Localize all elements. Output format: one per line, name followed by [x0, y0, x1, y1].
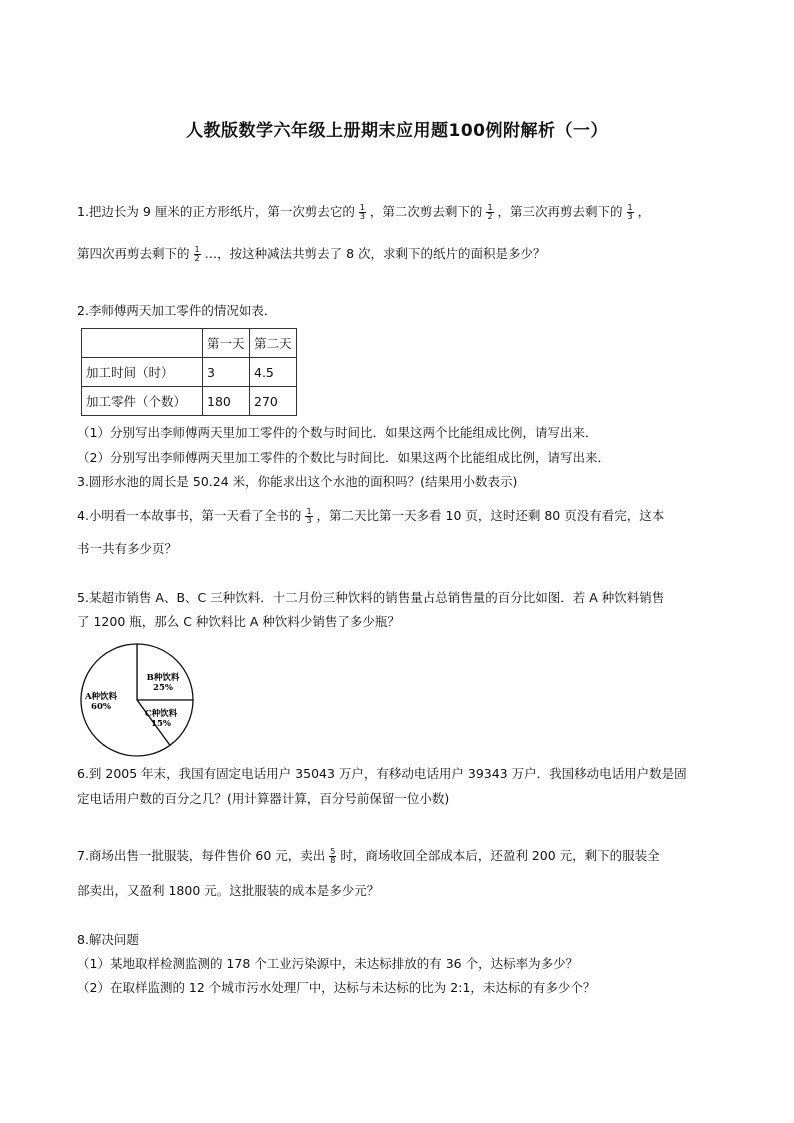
page-title: 人教版数学六年级上册期末应用题100例附解析（一）: [186, 121, 608, 141]
question-7-text-b: 时，商场收回全部成本后，还盈利 200 元，剩下的服装全: [340, 848, 660, 863]
table-row: [82, 387, 297, 416]
table-header-cell: 第二天: [250, 329, 297, 358]
pie-slice-value: 60%: [91, 702, 111, 712]
table-header-row: [82, 329, 297, 358]
question-2-text: 2.李师傅两天加工零件的情况如表．: [77, 303, 277, 318]
table-header-cell: 第一天: [203, 329, 250, 358]
question-8-sub-1: （1）某地取样检测监测的 178 个工业污染源中，未达标排放的有 36 个，达标率为多少？: [77, 956, 579, 971]
question-7-line-1: [77, 847, 660, 865]
pie-slice-label: B种饮料: [146, 673, 180, 683]
pie-slice-label: A种饮料: [84, 692, 118, 702]
table-cell: 270: [250, 387, 297, 416]
question-1-text-d: ，: [637, 204, 651, 219]
question-1-text-e: 第四次再剪去剩下的: [77, 246, 190, 261]
question-7-line-2: 部卖出，又盈利 1800 元。这批服装的成本是多少元？: [77, 883, 380, 898]
table-cell: 180: [203, 387, 250, 416]
question-1-line-1: [77, 203, 650, 221]
question-1-text-b: ，第二次剪去剩下的: [369, 204, 483, 219]
work-table: [81, 328, 297, 416]
fraction: $\frac{1}{3}$: [306, 507, 312, 525]
question-1-text-g: …，按这种减法共剪去了 8 次，求剩下的纸片的面积是多少？: [204, 246, 546, 261]
question-5-line-2: 了 1200 瓶，那么 C 种饮料比 A 种饮料少销售了多少瓶？: [77, 614, 400, 629]
pie-chart: [78, 641, 196, 759]
question-1-text-c: ，第三次再剪去剩下的: [497, 204, 623, 219]
fraction: $\frac{1}{3}$: [627, 203, 633, 221]
table-cell: 4.5: [250, 358, 297, 387]
question-6-line-2: 定电话用户数的百分之几？(用计算器计算，百分号前保留一位小数): [77, 791, 450, 806]
table-row: [82, 358, 297, 387]
pie-slice-value: 15%: [151, 719, 171, 729]
question-6-line-1: 6.到 2005 年末，我国有固定电话用户 35043 万户，有移动电话用户 39343 万户．我国移动电话用户数是固: [77, 766, 687, 781]
question-1-text-a: 1.把边长为 9 厘米的正方形纸片，第一次剪去它的: [77, 204, 355, 219]
fraction: $\frac{1}{2}$: [487, 203, 493, 221]
fraction: $\frac{5}{8}$: [330, 847, 336, 865]
question-4-line-1: [77, 507, 664, 525]
question-4-text-a: 4.小明看一本故事书，第一天看了全书的: [77, 508, 302, 523]
fraction: $\frac{1}{2}$: [194, 245, 200, 263]
question-8-sub-2: （2）在取样监测的 12 个城市污水处理厂中，达标与未达标的比为 2:1，未达标的有多少个？: [77, 980, 596, 995]
question-2-sub-1: （1）分别写出李师傅两天里加工零件的个数与时间比．如果这两个比能组成比例，请写出来．: [77, 425, 598, 440]
question-3-text: 3.圆形水池的周长是 50.24 米，你能求出这个水池的面积吗？(结果用小数表示): [77, 474, 518, 489]
table-cell: 3: [203, 358, 250, 387]
fraction: $\frac{1}{3}$: [359, 203, 365, 221]
question-5-line-1: 5.某超市销售 A、B、C 三种饮料．十二月份三种饮料的销售量占总销售量的百分比如图．若 A 种饮料销售: [77, 590, 665, 605]
table-cell: 加工时间（时）: [82, 358, 203, 387]
pie-slice-label: C种饮料: [144, 709, 178, 719]
pie-slice-value: 25%: [153, 683, 173, 693]
table-cell: 加工零件（个数）: [82, 387, 203, 416]
question-8-title: 8.解决问题: [77, 932, 139, 947]
question-7-text-a: 7.商场出售一批服装，每件售价 60 元，卖出: [77, 848, 326, 863]
question-4-text-b: ，第二天比第一天多看 10 页，这时还剩 80 页没有看完，这本: [316, 508, 665, 523]
question-1-line-2: [77, 245, 546, 263]
question-2-sub-2: （2）分别写出李师傅两天里加工零件的个数比与时间比．如果这两个比能组成比例，请写出来．: [77, 450, 610, 465]
table-header-cell: [82, 329, 203, 358]
question-4-line-2: 书一共有多少页？: [77, 541, 178, 556]
